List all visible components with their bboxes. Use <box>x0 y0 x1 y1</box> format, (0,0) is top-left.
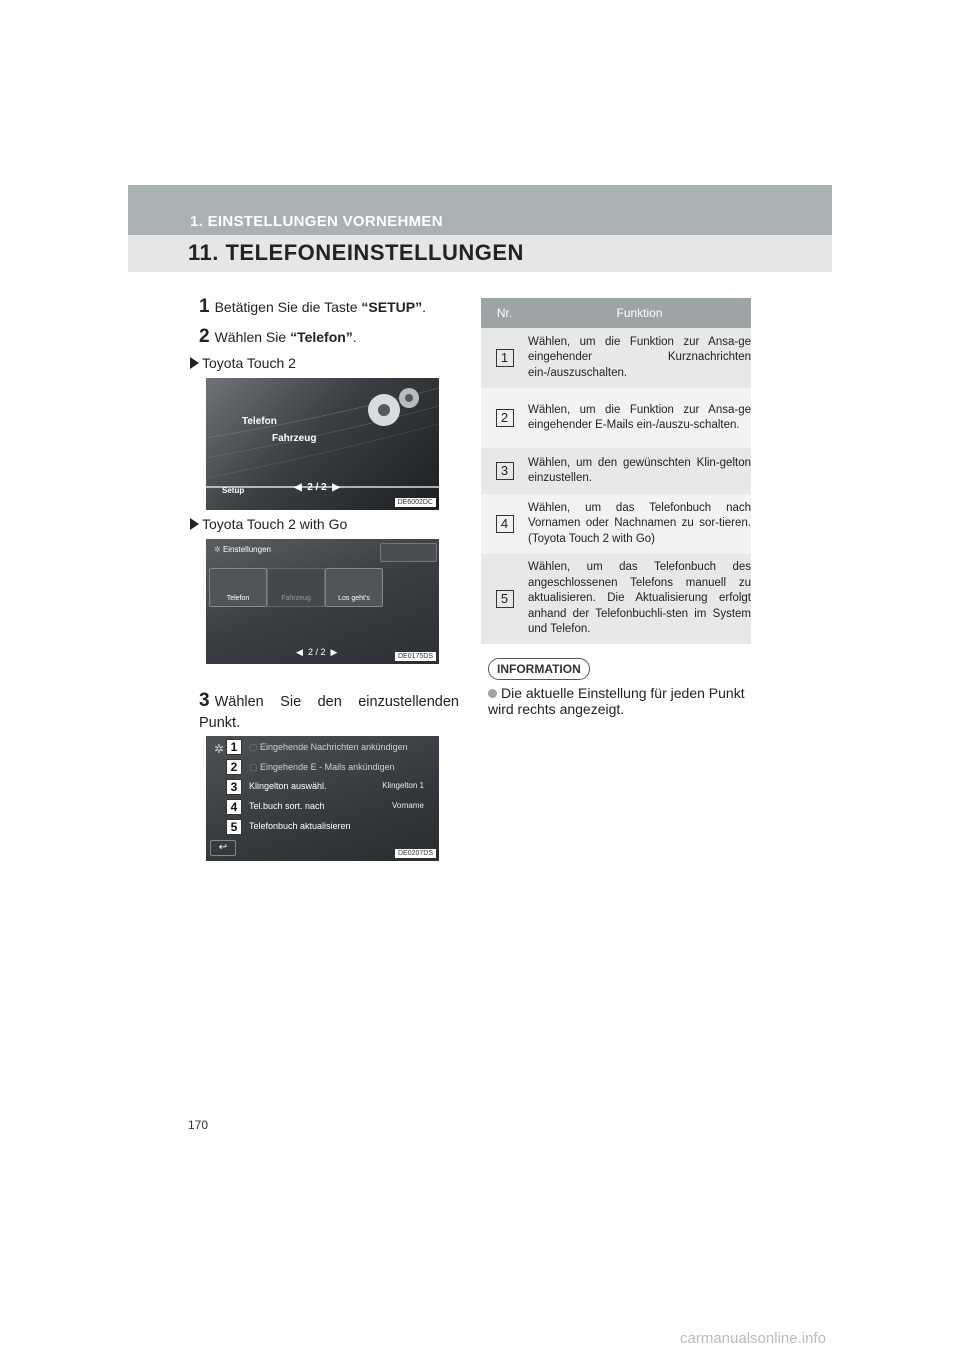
function-text: Wählen, um den gewünschten Klin-gelton einzustellen. <box>528 448 751 494</box>
screenshot-touch2 <box>206 378 439 510</box>
status-panel <box>380 543 437 562</box>
information-text: Die aktuelle Einstellung für jeden Punkt wird rechts angezeigt. <box>488 685 745 717</box>
callout-label: 2 <box>226 759 242 775</box>
setting-row[interactable]: Telefonbuch aktualisieren <box>249 821 351 831</box>
table-row <box>481 328 751 388</box>
information-badge: INFORMATION <box>488 658 590 680</box>
step-key: “Telefon” <box>290 329 353 345</box>
number-box: 1 <box>496 349 514 367</box>
screenshot-settings-list <box>206 736 439 861</box>
function-table <box>481 298 751 644</box>
number-box: 4 <box>496 515 514 533</box>
column-header-funktion: Funktion <box>528 298 751 328</box>
settings-gear-icon: ✲ <box>214 742 225 756</box>
variant-label-touch2: Toyota Touch 2 <box>190 355 296 371</box>
setting-row[interactable]: ▢ Eingehende E - Mails ankündigen <box>249 762 395 772</box>
step-1: 1 Betätigen Sie die Taste “SETUP”. <box>199 296 426 317</box>
step-3 <box>199 691 459 733</box>
screen2-pager: ◀ 2 / 2 ▶ <box>296 647 338 657</box>
screenshot-touch2-go <box>206 539 439 664</box>
watermark: carmanualsonline.info <box>680 1330 826 1347</box>
column-header-nr: Nr. <box>481 298 528 328</box>
step-number: 2 <box>199 326 210 347</box>
number-box: 3 <box>496 462 514 480</box>
function-text: Wählen, um die Funktion zur Ansa-ge eingehender E-Mails ein-/auszu-schalten. <box>528 388 751 448</box>
telefon-button[interactable]: Telefon <box>209 568 267 607</box>
callout-label: 5 <box>226 819 242 835</box>
image-code: DE6002DC <box>395 498 436 507</box>
step-text: Wählen Sie den einzustellenden Punkt. <box>199 694 459 731</box>
number-box: 5 <box>496 590 514 608</box>
step-number: 3 <box>199 690 210 711</box>
step-text: Betätigen Sie die Taste <box>214 299 362 315</box>
screen-telefon-label: Telefon <box>242 416 277 427</box>
callout-label: 3 <box>226 779 242 795</box>
section-label: 1. EINSTELLUNGEN VORNEHMEN <box>190 213 443 230</box>
image-code: DE0175DS <box>395 652 436 661</box>
table-row <box>481 494 751 554</box>
page-title: 11. TELEFONEINSTELLUNGEN <box>188 240 524 265</box>
function-text: Wählen, um das Telefonbuch des angeschlossenen Telefons manuell zu aktualisieren. Die Aktualisierung erfolgt anhand der Telefonbuchli-sten im System und Telefon. <box>528 554 751 644</box>
table-row <box>481 554 751 644</box>
table-row <box>481 388 751 448</box>
fahrzeug-button[interactable]: Fahrzeug <box>267 568 325 607</box>
bullet-icon <box>488 689 497 698</box>
variant-label-touch2-go: Toyota Touch 2 with Go <box>190 516 347 532</box>
screen-setup-label: Setup <box>222 486 245 495</box>
screen-fahrzeug-label: Fahrzeug <box>272 433 317 444</box>
page-number: 170 <box>188 1118 209 1132</box>
setting-row[interactable]: Klingelton auswähl. Klingelton 1 <box>249 781 424 791</box>
screen2-title: ✲ Einstellungen <box>214 545 271 554</box>
step-key: “SETUP” <box>361 299 423 315</box>
number-box: 2 <box>496 409 514 427</box>
triangle-bullet-icon <box>190 518 199 530</box>
setting-row[interactable]: ▢ Eingehende Nachrichten ankündigen <box>249 742 408 752</box>
setting-row[interactable]: Tel.buch sort. nach Vorname <box>249 801 424 811</box>
callout-label: 1 <box>226 739 242 755</box>
function-text: Wählen, um das Telefonbuch nach Vornamen oder Nachnamen zu sor-tieren. (Toyota Touch 2 with Go) <box>528 494 751 554</box>
function-text: Wählen, um die Funktion zur Ansa-ge eingehender Kurznachrichten ein-/auszuschalten. <box>528 328 751 388</box>
screen-pager: ◀ 2 / 2 ▶ <box>294 482 340 493</box>
triangle-bullet-icon <box>190 357 199 369</box>
table-row <box>481 448 751 494</box>
image-code: DE0207DS <box>395 849 436 858</box>
table-header-row <box>481 298 751 328</box>
los-gehts-button[interactable]: Los geht's <box>325 568 383 607</box>
step-number: 1 <box>199 296 210 317</box>
back-arrow-icon[interactable]: ↩ <box>210 840 236 856</box>
step-text: Wählen Sie <box>214 329 291 345</box>
step-2: 2 Wählen Sie “Telefon”. <box>199 326 357 347</box>
callout-label: 4 <box>226 799 242 815</box>
